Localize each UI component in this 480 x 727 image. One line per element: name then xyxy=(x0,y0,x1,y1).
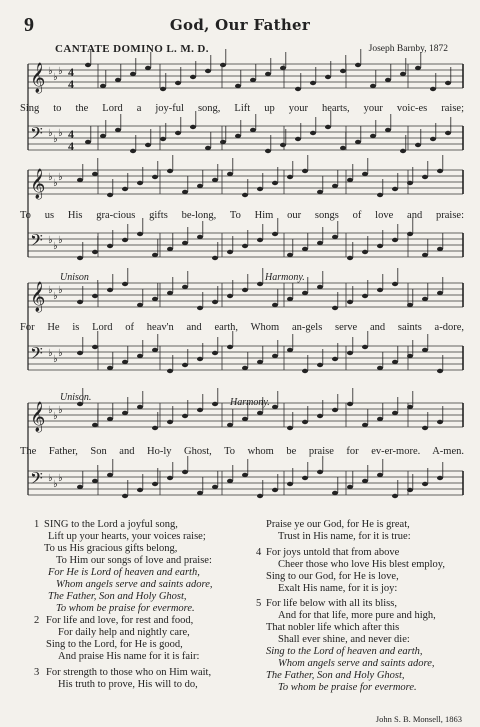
note-head xyxy=(227,345,233,349)
note-head xyxy=(317,470,323,474)
verse-line: Exalt His name, for it is joy: xyxy=(278,583,398,594)
note-head xyxy=(92,479,98,483)
note-head xyxy=(317,190,323,194)
flat-icon: ♭ xyxy=(48,285,53,296)
note-head xyxy=(197,357,203,361)
refrain-line: Whom angels serve and saints adore, xyxy=(278,658,435,669)
page-number: 9 xyxy=(24,14,34,36)
note-head xyxy=(235,134,241,138)
note-head xyxy=(377,417,383,421)
verse-line: For strength to those who on Him wait, xyxy=(46,667,212,678)
note-head xyxy=(272,303,278,307)
refrain-line: To whom be praise for evermore. xyxy=(278,682,417,693)
note-head xyxy=(152,482,158,486)
verse-line: Lift up your hearts, your voices raise; xyxy=(48,531,206,542)
note-head xyxy=(392,411,398,415)
flat-icon: ♭ xyxy=(53,241,58,252)
note-head xyxy=(437,291,443,295)
treble-clef-icon: 𝄞 xyxy=(30,402,46,432)
note-head xyxy=(242,244,248,248)
note-head xyxy=(152,426,158,430)
note-head xyxy=(190,75,196,79)
note-head xyxy=(100,84,106,88)
verse-line: SING to the Lord a joyful song, xyxy=(44,519,178,530)
note-head xyxy=(347,485,353,489)
flat-icon: ♭ xyxy=(58,405,63,416)
verse-1 xyxy=(44,519,213,615)
note-head xyxy=(302,169,308,173)
note-head xyxy=(317,363,323,367)
note-head xyxy=(77,178,83,182)
note-head xyxy=(257,494,263,498)
note-head xyxy=(377,244,383,248)
note-head xyxy=(332,184,338,188)
note-head xyxy=(347,300,353,304)
lyric-line-4: The Father, Son and Ho-ly Ghost, To whom be praise for ev-er-more. A-men. xyxy=(20,446,464,457)
note-head xyxy=(167,169,173,173)
note-head xyxy=(205,69,211,73)
note-head xyxy=(92,345,98,349)
note-head xyxy=(122,360,128,364)
note-head xyxy=(250,78,256,82)
note-head xyxy=(310,81,316,85)
verse-line: To us His gracious gifts belong, xyxy=(44,543,178,554)
verse-line: Cheer those who love His blest employ, xyxy=(278,559,446,570)
note-head xyxy=(295,87,301,91)
note-head xyxy=(227,423,233,427)
note-head xyxy=(325,75,331,79)
note-head xyxy=(242,417,248,421)
note-head xyxy=(92,423,98,427)
note-head xyxy=(257,282,263,286)
note-head xyxy=(340,69,346,73)
note-head xyxy=(167,420,173,424)
note-head xyxy=(392,238,398,242)
note-head xyxy=(152,175,158,179)
note-head xyxy=(392,494,398,498)
lyric-line-3: For He is Lord of heav'n and earth, Whom an-gels serve and saints a-dore, xyxy=(20,322,464,333)
verse-line: Trust in His name, for it is true: xyxy=(278,531,411,542)
note-head xyxy=(400,72,406,76)
note-head xyxy=(430,137,436,141)
note-head xyxy=(392,360,398,364)
note-head xyxy=(422,175,428,179)
note-head xyxy=(332,491,338,495)
verse-line: For joys untold that from above xyxy=(266,547,400,558)
verse-line: And praise His name for it is fair: xyxy=(58,651,200,662)
note-head xyxy=(167,476,173,480)
harmony-marking-2: Harmony. xyxy=(230,397,270,408)
verse-line: Sing to our God, for He is love, xyxy=(266,571,399,582)
note-head xyxy=(280,143,286,147)
verse-2-number: 2 xyxy=(34,615,40,626)
bass-clef-icon: 𝄢 xyxy=(30,123,43,147)
note-head xyxy=(107,473,113,477)
verse-line: Praise ye our God, for He is great, xyxy=(266,519,410,530)
note-head xyxy=(197,306,203,310)
note-head xyxy=(92,250,98,254)
note-head xyxy=(227,479,233,483)
verse-line: That nobler life which after this xyxy=(266,622,400,633)
note-head xyxy=(197,235,203,239)
note-head xyxy=(362,250,368,254)
note-head xyxy=(212,351,218,355)
note-head xyxy=(287,297,293,301)
verse-line: For life below with all its bliss, xyxy=(266,598,397,609)
note-head xyxy=(272,181,278,185)
verse-line: For life and love, for rest and food, xyxy=(46,615,194,626)
note-head xyxy=(130,72,136,76)
flat-icon: ♭ xyxy=(53,479,58,490)
verse-2 xyxy=(46,615,199,663)
verse-4 xyxy=(266,547,445,595)
note-head xyxy=(370,84,376,88)
flat-icon: ♭ xyxy=(48,172,53,183)
note-head xyxy=(197,184,203,188)
note-head xyxy=(220,63,226,67)
note-head xyxy=(235,84,241,88)
note-head xyxy=(437,369,443,373)
note-head xyxy=(272,232,278,236)
note-head xyxy=(265,72,271,76)
harmony-marking-1: Harmony. xyxy=(265,272,305,283)
lyric-line-2: To us His gra-cious gifts be-long, To Him our songs of love and praise: xyxy=(20,210,464,221)
note-head xyxy=(107,244,113,248)
note-head xyxy=(242,193,248,197)
note-head xyxy=(257,187,263,191)
verse-line: Shall ever shine, and never die: xyxy=(278,634,410,645)
note-head xyxy=(430,87,436,91)
note-head xyxy=(310,131,316,135)
note-head xyxy=(332,235,338,239)
note-head xyxy=(415,143,421,147)
note-head xyxy=(400,149,406,153)
note-head xyxy=(212,300,218,304)
note-head xyxy=(167,369,173,373)
note-head xyxy=(137,354,143,358)
refrain-line: The Father, Son and Holy Ghost, xyxy=(48,591,187,602)
flat-icon: ♭ xyxy=(58,128,63,139)
note-head xyxy=(362,172,368,176)
note-head xyxy=(280,66,286,70)
note-head xyxy=(167,291,173,295)
time-signature: 4 xyxy=(68,65,74,79)
note-head xyxy=(227,294,233,298)
note-head xyxy=(182,285,188,289)
note-head xyxy=(362,345,368,349)
note-head xyxy=(437,247,443,251)
note-head xyxy=(152,348,158,352)
note-head xyxy=(167,247,173,251)
verse-3 xyxy=(46,667,211,691)
note-head xyxy=(377,473,383,477)
verse-line: His truth to prove, His will to do, xyxy=(58,679,198,690)
note-head xyxy=(100,134,106,138)
note-head xyxy=(265,149,271,153)
note-head xyxy=(182,363,188,367)
flat-icon: ♭ xyxy=(53,72,58,83)
note-head xyxy=(152,253,158,257)
flat-icon: ♭ xyxy=(53,134,58,145)
note-head xyxy=(152,297,158,301)
note-head xyxy=(122,238,128,242)
note-head xyxy=(137,488,143,492)
note-head xyxy=(122,282,128,286)
note-head xyxy=(392,187,398,191)
note-head xyxy=(85,140,91,144)
note-head xyxy=(160,87,166,91)
note-head xyxy=(122,411,128,415)
flat-icon: ♭ xyxy=(58,348,63,359)
note-head xyxy=(227,172,233,176)
verse-line: For daily help and nightly care, xyxy=(58,627,190,638)
note-head xyxy=(137,232,143,236)
note-head xyxy=(385,128,391,132)
note-head xyxy=(175,131,181,135)
note-head xyxy=(190,125,196,129)
note-head xyxy=(445,81,451,85)
note-head xyxy=(347,256,353,260)
note-head xyxy=(242,288,248,292)
verse-line: And for that life, more pure and high, xyxy=(278,610,436,621)
flat-icon: ♭ xyxy=(48,128,53,139)
note-head xyxy=(242,366,248,370)
flat-icon: ♭ xyxy=(48,66,53,77)
note-head xyxy=(130,149,136,153)
note-head xyxy=(145,66,151,70)
note-head xyxy=(197,491,203,495)
time-signature: 4 xyxy=(68,139,74,153)
note-head xyxy=(287,253,293,257)
note-head xyxy=(77,351,83,355)
note-head xyxy=(422,297,428,301)
composer: Joseph Barnby, 1872 xyxy=(368,44,448,54)
note-head xyxy=(355,140,361,144)
note-head xyxy=(302,369,308,373)
verse-4-number: 4 xyxy=(256,547,262,558)
note-head xyxy=(422,426,428,430)
note-head xyxy=(362,423,368,427)
flat-icon: ♭ xyxy=(58,172,63,183)
note-head xyxy=(250,128,256,132)
note-head xyxy=(302,420,308,424)
note-head xyxy=(212,402,218,406)
note-head xyxy=(137,181,143,185)
note-head xyxy=(220,140,226,144)
note-head xyxy=(137,405,143,409)
unison-marking-1: Unison xyxy=(60,272,89,283)
note-head xyxy=(115,78,121,82)
note-head xyxy=(422,482,428,486)
verse-3-number: 3 xyxy=(34,667,40,678)
note-head xyxy=(437,169,443,173)
note-head xyxy=(212,178,218,182)
note-head xyxy=(302,291,308,295)
note-head xyxy=(115,128,121,132)
note-head xyxy=(377,288,383,292)
flat-icon: ♭ xyxy=(58,235,63,246)
note-head xyxy=(392,282,398,286)
note-head xyxy=(257,238,263,242)
time-signature: 4 xyxy=(68,77,74,91)
note-head xyxy=(77,300,83,304)
note-head xyxy=(347,402,353,406)
note-head xyxy=(122,494,128,498)
note-head xyxy=(77,256,83,260)
bass-clef-icon: 𝄢 xyxy=(30,468,43,492)
time-signature: 4 xyxy=(68,127,74,141)
verse-line: Sing to the Lord, for He is good, xyxy=(46,639,183,650)
bass-clef-icon: 𝄢 xyxy=(30,343,43,367)
bass-clef-icon: 𝄢 xyxy=(30,230,43,254)
note-head xyxy=(355,63,361,67)
page-title: God, Our Father xyxy=(169,16,311,34)
refrain-line: To whom be praise for evermore. xyxy=(56,603,195,614)
flat-icon: ♭ xyxy=(53,411,58,422)
note-head xyxy=(160,137,166,141)
note-head xyxy=(197,408,203,412)
note-head xyxy=(347,351,353,355)
flat-icon: ♭ xyxy=(53,291,58,302)
note-head xyxy=(317,285,323,289)
note-head xyxy=(212,256,218,260)
note-head xyxy=(317,241,323,245)
note-head xyxy=(85,63,91,67)
treble-clef-icon: 𝄞 xyxy=(30,63,46,93)
note-head xyxy=(77,485,83,489)
flat-icon: ♭ xyxy=(48,348,53,359)
verse-5-number: 5 xyxy=(256,598,262,609)
note-head xyxy=(182,470,188,474)
note-head xyxy=(145,143,151,147)
verse-3-continued xyxy=(266,519,411,543)
note-head xyxy=(362,479,368,483)
note-head xyxy=(377,193,383,197)
verse-1-number: 1 xyxy=(34,519,40,530)
lyric-line-1: Sing to the Lord a joy-ful song, Lift up your hearts, your voic-es raise; xyxy=(20,103,464,114)
note-head xyxy=(437,476,443,480)
note-head xyxy=(415,66,421,70)
flat-icon: ♭ xyxy=(53,354,58,365)
note-head xyxy=(347,178,353,182)
note-head xyxy=(122,187,128,191)
note-head xyxy=(437,420,443,424)
unison-marking-2: Unison. xyxy=(60,392,92,403)
note-head xyxy=(182,241,188,245)
note-head xyxy=(287,348,293,352)
flat-icon: ♭ xyxy=(48,235,53,246)
tune-name: CANTATE DOMINO L. M. D. xyxy=(55,43,209,55)
note-head xyxy=(257,411,263,415)
refrain-line: Whom angels serve and saints adore, xyxy=(56,579,213,590)
note-head xyxy=(340,146,346,150)
note-head xyxy=(212,485,218,489)
note-head xyxy=(175,81,181,85)
note-head xyxy=(182,190,188,194)
note-head xyxy=(107,366,113,370)
note-head xyxy=(287,175,293,179)
refrain-line: The Father, Son and Holy Ghost, xyxy=(266,670,405,681)
note-head xyxy=(227,250,233,254)
note-head xyxy=(92,172,98,176)
note-head xyxy=(107,193,113,197)
flat-icon: ♭ xyxy=(58,473,63,484)
note-head xyxy=(137,303,143,307)
note-head xyxy=(205,146,211,150)
note-head xyxy=(332,408,338,412)
note-head xyxy=(317,414,323,418)
note-head xyxy=(295,137,301,141)
note-head xyxy=(302,247,308,251)
note-head xyxy=(445,131,451,135)
note-head xyxy=(107,417,113,421)
refrain-line: Sing to the Lord of heaven and earth, xyxy=(266,646,423,657)
verse-5 xyxy=(266,598,436,694)
note-head xyxy=(272,354,278,358)
note-head xyxy=(325,125,331,129)
hymn-author: John S. B. Monsell, 1863 xyxy=(375,714,462,724)
treble-clef-icon: 𝄞 xyxy=(30,282,46,312)
note-head xyxy=(377,366,383,370)
flat-icon: ♭ xyxy=(48,473,53,484)
note-head xyxy=(242,473,248,477)
note-head xyxy=(362,294,368,298)
note-head xyxy=(182,414,188,418)
note-head xyxy=(287,482,293,486)
note-head xyxy=(107,288,113,292)
note-head xyxy=(272,488,278,492)
flat-icon: ♭ xyxy=(53,178,58,189)
treble-clef-icon: 𝄞 xyxy=(30,169,46,199)
note-head xyxy=(287,426,293,430)
refrain-line: For He is Lord of heaven and earth, xyxy=(48,567,200,578)
note-head xyxy=(332,357,338,361)
note-head xyxy=(302,476,308,480)
note-head xyxy=(272,405,278,409)
note-head xyxy=(257,360,263,364)
note-head xyxy=(370,134,376,138)
flat-icon: ♭ xyxy=(58,285,63,296)
note-head xyxy=(332,306,338,310)
note-head xyxy=(92,294,98,298)
verse-line: To Him our songs of love and praise: xyxy=(56,555,212,566)
note-head xyxy=(422,348,428,352)
flat-icon: ♭ xyxy=(58,66,63,77)
note-head xyxy=(385,78,391,82)
note-head xyxy=(422,253,428,257)
flat-icon: ♭ xyxy=(48,405,53,416)
